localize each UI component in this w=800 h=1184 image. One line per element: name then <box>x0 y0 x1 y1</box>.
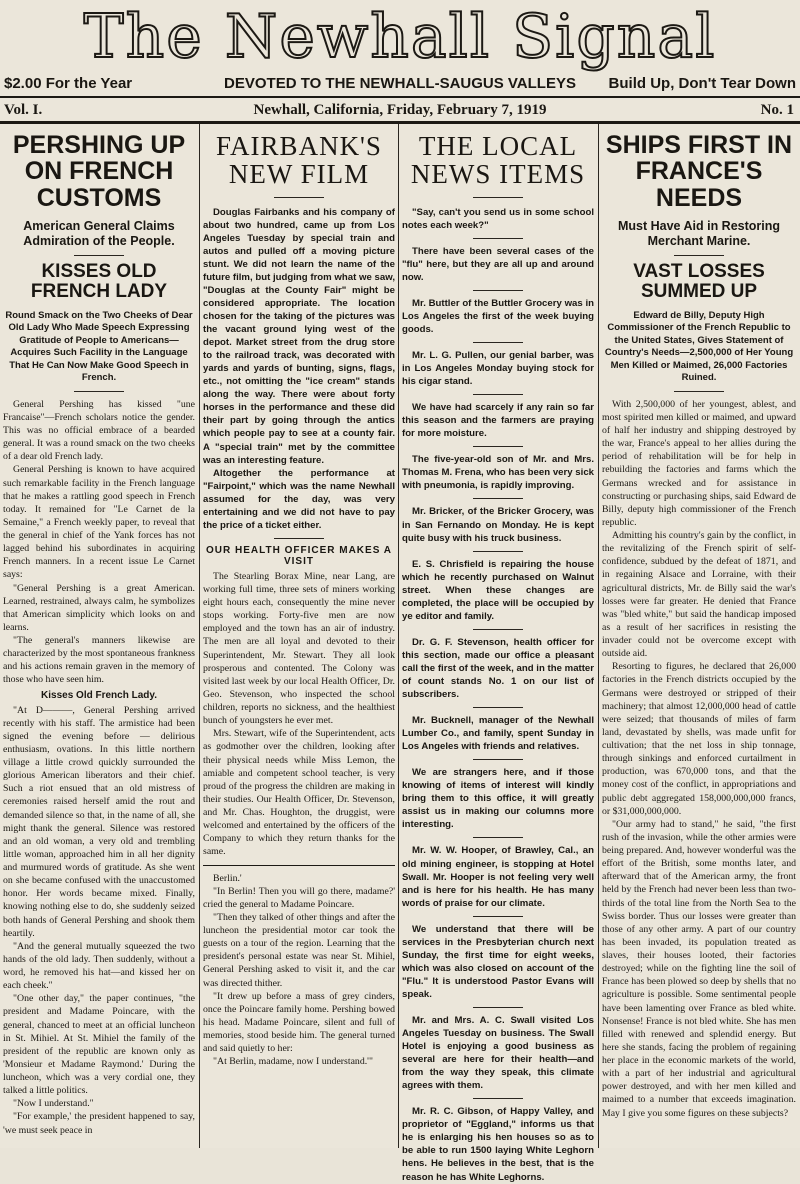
subhead-kisses: Kisses Old French Lady. <box>41 689 157 701</box>
paragraph: General Pershing is known to have acquired such remarkable facility in the French language that he makes a rattling good speech in French today. It remained for "Le Carnet de la Semaine," a French weekly paper, to reveal that the general in chief of the Yank forces has not lagged behind his subordinates in acquiring French manners. In a recent issue Le Carnet says: <box>3 464 195 581</box>
paragraph: "At Berlin, madame, now I understand.'" <box>213 1056 373 1068</box>
masthead-rule-top <box>0 96 800 98</box>
separator <box>473 916 523 917</box>
separator <box>473 707 523 708</box>
separator <box>473 238 523 239</box>
paragraph: "And the general mutually squeezed the two hands of the old lady. Then suddenly, without a word, he removed his hat—and kissed her on each cheek." <box>3 940 195 992</box>
slogan: Build Up, Don't Tear Down <box>608 75 796 92</box>
motto: DEVOTED TO THE NEWHALL-SAUGUS VALLEYS <box>224 75 576 92</box>
issue-number: No. 1 <box>760 102 794 118</box>
paragraph: With 2,500,000 of her youngest, ablest, and most spirited men killed or maimed, and upward of half her industry and shipping destroyed by the war, France's appeal to her allies during the period of rehabilitation will be for help in rebuilding the factories and farms which the Germans wrecked and for assistance in constructing or purchasing ships, said Edward de Billy, deputy high commissioner of the French republic. <box>602 398 796 528</box>
headline-pershing: PERSHING UP ON FRENCH CUSTOMS <box>12 131 186 212</box>
separator <box>473 1098 523 1099</box>
paragraph: Resorting to figures, he declared that 26,000 factories in the French districts occupied by the Germans were destroyed or stripped of their machinery; that almost 12,000,000 head of cattle were seized; that thousands of miles of farm land, devastated by shells, was made unfit for cultivation; that the net loss in ship tonnage, through sinkings and enforced curtailment in production, was 670,000 tons, and that the money cost of the conflict, in appropriations and public debt aggregated 158,000,000,000 francs, or $31,000,000,000. <box>602 661 796 817</box>
headline-vast-losses: VAST LOSSES SUMMED UP <box>633 260 765 302</box>
paragraph: Altogether the performance at "Fairpoint," which was the name Newhall assumed for the day, was very entertaining and we did not have to pay the price of a ticket either. <box>203 467 395 531</box>
separator <box>473 197 523 198</box>
paragraph: Admitting his country's gain by the conflict, in the revitalizing of the French spirit of self-confidence, subdued by the defeat of 1871, and in regaining Alsace and Lorraine, with their agricultural districts, Mr. de Billy said the war's losses were far greater. He denied that France was "bled white," but said the handicap imposed as a result of her sacrifices in resisting the invader could not be overcome except with outside aid. <box>602 530 796 660</box>
separator <box>203 865 395 866</box>
headline-health-officer: OUR HEALTH OFFICER MAKES A VISIT <box>206 544 392 567</box>
paragraph: "The general's manners likewise are characterized by the most spontaneous frankness and his actions remain graven in the memory of those who have seen him. <box>3 635 195 686</box>
separator <box>473 551 523 552</box>
paragraph: "General Pershing is a great American. Learned, restrained, always calm, he symbolizes that American simplicity which looks on and learns. <box>3 582 195 633</box>
column-rule <box>199 124 200 1148</box>
news-item: Mr. Bricker, of the Bricker Grocery, was in San Fernando on Monday. He is kept quite busy with his truck business. <box>402 506 594 544</box>
separator <box>274 197 324 198</box>
paragraph: "It drew up before a mass of grey cinders, once the Poincare family home. Pershing bowed his head. Madame Poincare, silent and full of memories, stood beside him. The general turned and said quietly to her: <box>203 990 395 1055</box>
paragraph: "At D———, General Pershing arrived recently with his staff. The armistice had been signed the evening before — delirious enthusiasm, ovations. In this little northern village a little crowd quickly surrounded the glorious American liberators and their chief. Such a riot ensued that an old mistress of ceremonies raised herself amid the rout and demanded silence so that, in the name of all, she might thank the general. Silence was restored and an old woman, a very old and trembling little woman, approached him in all her dignity and murmured words of gratitude. As she went on she became confused with the unaccustomed honor. Her words became mixed. Finally, knowing nothing else to do, she suddenly seized both hands of General Pershing and shook them heartily. <box>3 704 195 939</box>
separator <box>473 1007 523 1008</box>
paragraph: "Our army had to stand," he said, "the first rush of the invasion, while the other armies were being prepared. And, however wonderful was the effort of the British, some months later, and afterward that of the American army, the front held by the French had never been less than two-thirds of the total line from the North Sea to the Swiss border. Thus our losses were greater than those of any other army. A part of our country has been invaded, its population treated as slaves, their houses looted, their factories destroyed; while on the fighting line the soil of France has been plowed so deep by shells that no agriculture is possible. Some sentimental people have been lamenting over France as bled white. Nonsense! France is not bled white. She has men filled with renewed and splendid energy. But here she stands, facing the problem of regaining her place in the economic markets of the world, with a part of her industrial and agricultural power destroyed, and with her men killed and maimed to a number that exceeds imagination. May I give you some figures on these subjects? <box>602 818 796 1119</box>
news-item: Mr. Bucknell, manager of the Newhall Lumber Co., and family, spent Sunday in Los Angeles with friends and relatives. <box>402 715 594 753</box>
news-item: We have had scarcely if any rain so far this season and the farmers are praying for more moisture. <box>402 402 594 440</box>
news-item: "Say, can't you send us in some school notes each week?" <box>402 206 594 231</box>
news-item: Mr. L. G. Pullen, our genial barber, was in Los Angeles Monday buying stock for his cigar stand. <box>402 350 594 388</box>
separator <box>473 837 523 838</box>
headline-kisses: KISSES OLD FRENCH LADY <box>30 260 168 302</box>
paragraph: "For example,' the president happened to say, 'we must seek peace in <box>3 1111 195 1136</box>
news-item: Mr. W. W. Hooper, of Brawley, Cal., an old mining engineer, is stopping at Hotel Swall. Mr. Hooper is not feeling very well and is here for his health. He has many words of praise for our climate. <box>402 845 594 909</box>
paragraph: "Now I understand." <box>13 1098 94 1110</box>
headline-ships: SHIPS FIRST IN FRANCE'S NEEDS <box>605 131 793 212</box>
separator <box>473 290 523 291</box>
deck-ships: Must Have Aid in Restoring Merchant Marine. <box>617 218 781 248</box>
separator <box>674 391 724 392</box>
paragraph: "In Berlin! Then you will go there, madame?' cried the general to Madame Poincare. <box>203 885 395 910</box>
news-item: We understand that there will be services in the Presbyterian church next Sunday, the first time for eight weeks, which was also closed on account of the "Flu." It is understood Pastor Evans will speak. <box>402 923 594 1000</box>
news-item: Dr. G. F. Stevenson, health officer for this section, made our office a pleasant call the first of the week, and in the matter of count stands No. 1 on our list of subscribers. <box>402 636 594 701</box>
separator <box>473 394 523 395</box>
separator <box>473 498 523 499</box>
separator <box>274 538 324 539</box>
separator <box>473 759 523 760</box>
paragraph: Berlin.' <box>213 872 242 884</box>
summary-ships: Edward de Billy, Deputy High Commissioner of the French Republic to the United States, Gives Statement of Country's Needs—2,500,000 of Her Young Men Killed or Maimed, 26,000 Factories Ruined. <box>604 309 794 384</box>
volume: Vol. I. <box>4 102 43 118</box>
deck-pershing: American General Claims Admiration of the People. <box>23 218 175 248</box>
masthead-rule-bottom <box>0 121 800 124</box>
paragraph: "One other day," the paper continues, "the president and Madame Poincare, with the general, chanced to meet at an official luncheon in St. Mihiel. At St. Mihiel the family of the president of the republic are known only as 'Monsieur et Madame Raymond.' During the luncheon, which was a very cordial one, they talked a little politics. <box>3 993 195 1097</box>
separator <box>473 446 523 447</box>
summary-pershing: Round Smack on the Two Cheeks of Dear Old Lady Who Made Speech Expressing Gratitude of People to Americans—Acquires Such Facility in the Language That He Can Now Make Good Speech in French. <box>5 309 193 384</box>
separator <box>74 255 124 256</box>
subscription-price: $2.00 For the Year <box>4 75 133 92</box>
news-item: We are strangers here, and if those knowing of items of interest will kindly bring them to this office, it will greatly assist us in making our columns more interesting. <box>402 767 594 831</box>
news-item: Mr. Buttler of the Buttler Grocery was in Los Angeles the first of the week buying goods. <box>402 297 594 336</box>
news-item: E. S. Chrisfield is repairing the house which he recently purchased on Walnut street. When these changes are completed, the place will be occupied by ye editor and family. <box>402 558 594 622</box>
news-item: Mr. R. C. Gibson, of Happy Valley, and proprietor of "Eggland," informs us that he is enlarging his hen houses so as to be able to run 1500 laying White Leghorn hens. He believes in the best, that is the reason he has White Leghorns. <box>402 1106 594 1183</box>
separator <box>473 342 523 343</box>
column-rule <box>598 124 599 1148</box>
paragraph: The Stearling Borax Mine, near Lang, are working full time, three sets of miners working eight hours each, consequently the mine never stops working. Forty-five men are now employed and the town has an air of industry. The men are all loyal and devoted to their Superintendent, Mr. Stewart. They all look prosperous and contented. The Colony was visited last week by our local Health Officer, Dr. Geo. Stevenson, who inspected the school children, reports no sickness, and the healthiest bunch of youngsters he ever met. <box>203 570 395 727</box>
dateline: Newhall, California, Friday, February 7, 1919 <box>253 102 547 118</box>
column-fairbanks <box>203 126 395 1146</box>
separator <box>473 629 523 630</box>
column-rule <box>398 124 399 1148</box>
news-item: Mr. and Mrs. A. C. Swall visited Los Angeles Tuesday on business. The Swall Hotel is enjoying a good business as several are here for their health—and from the way they speak, this climate agrees with them. <box>402 1014 594 1092</box>
column-pershing <box>3 126 195 1146</box>
headline-fairbanks: FAIRBANK'S NEW FILM <box>216 131 382 190</box>
column-local-news <box>402 126 594 1183</box>
news-item: There have been several cases of the "flu" here, but they are all up and around now. <box>402 245 594 283</box>
paragraph: Mrs. Stewart, wife of the Superintendent, acts as godmother over the children, looking after their physical needs while Miss Lemon, the amiable and competent school teacher, is very proud of the progress the children are making in their studies. Our Health Officer, Dr. Stevenson, and Mr. Chas. Houghton, the druggist, were welcomed and entertained by the officers of the Company to which they return thanks for the same. <box>203 728 395 858</box>
separator <box>674 255 724 256</box>
news-item: The five-year-old son of Mr. and Mrs. Thomas M. Frena, who has been very sick with pneumonia, is rapidly improving. <box>402 454 594 492</box>
headline-local-news: THE LOCAL NEWS ITEMS <box>410 131 586 190</box>
paragraph: Douglas Fairbanks and his company of about two hundred, came up from Los Angeles Tuesday by special train and autos and pulled off a moving picture stunt. We did not learn the name of the future film, but judging from what we saw, "Douglas at the County Fair" might be considered appropriate. The location chosen for the taking of the pictures was the vacant ground lying west of the depot. Market street from the drug store to the railroad track, was decorated with yards and yards of bunting, signs, flags, etc., not omitting the "ice cream" stands along the way. There were about forty horses in the performance and these did their part by going through the antics which people pay to see at a county fair. A "special train" met by the committee was an interesting feature. <box>203 206 395 466</box>
separator <box>74 391 124 392</box>
column-ships <box>602 126 796 1146</box>
masthead-title: The Newhall Signal <box>83 2 717 72</box>
paragraph: General Pershing has kissed "une Francaise"—French scholars notice the gender. This was no official embrace of a bearded general. It was a round smack on the two cheeks of a dear old French lady. <box>3 398 195 463</box>
paragraph: "Then they talked of other things and after the luncheon the presidential motor car took the guests on a tour of the region. Learning that the president's personal estate was near St. Mihiel, General Pershing asked to visit it, and the car was directed thither. <box>203 911 395 989</box>
